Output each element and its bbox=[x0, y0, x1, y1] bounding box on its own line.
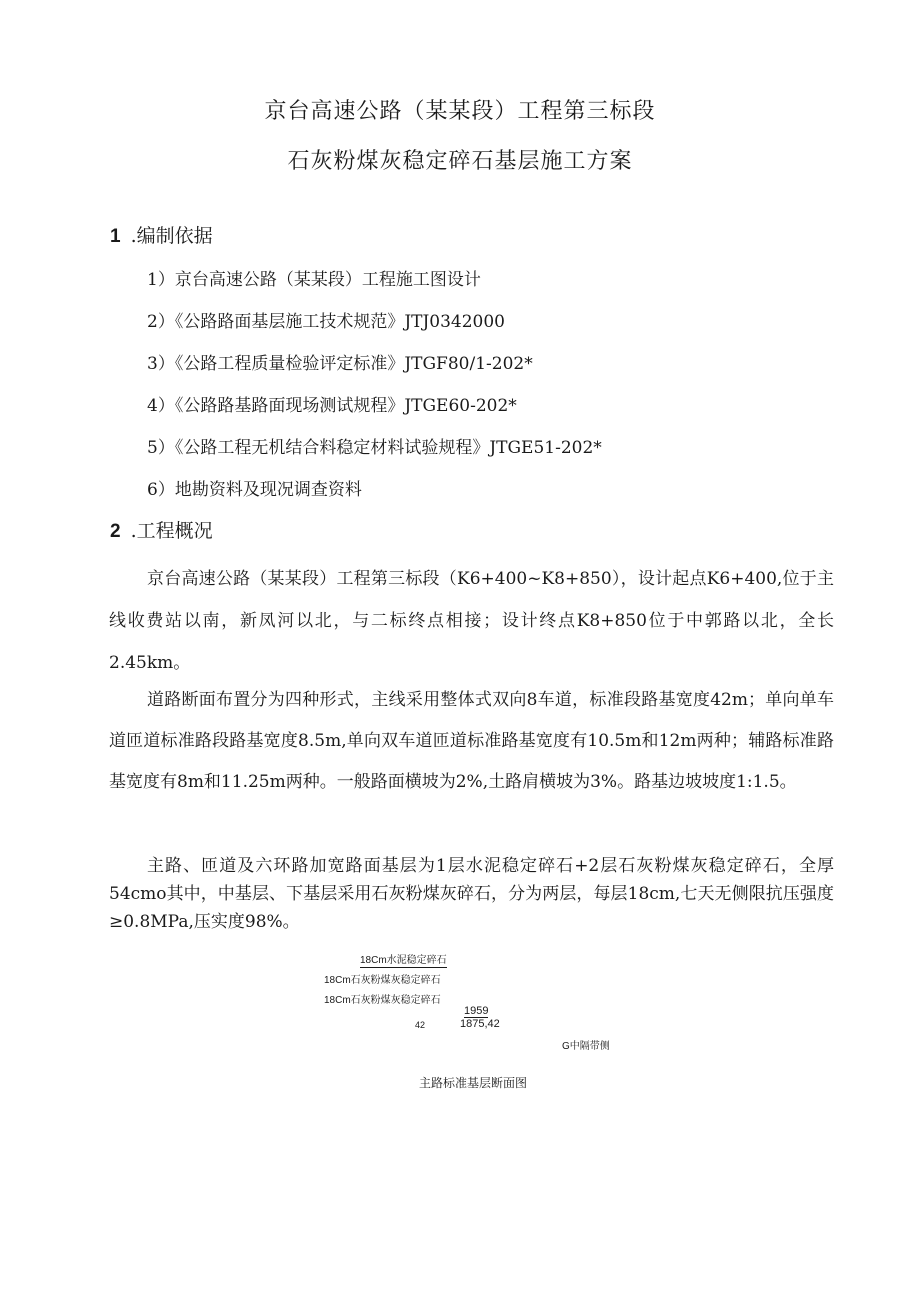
section-number: 2 bbox=[110, 521, 121, 542]
figure-dimension-top-value: 1959 bbox=[464, 1005, 489, 1017]
reference-item: 3）《公路工程质量检验评定标准》JTGF80/1-202* bbox=[147, 354, 533, 374]
reference-item: 2）《公路路面基层施工技术规范》JTJ0342000 bbox=[147, 312, 505, 332]
paragraph-project-location: 京台高速公路（某某段）工程第三标段（K6+400~K8+850），设计起点K6+400,位于主线收费站以南，新凤河以北，与二标终点相接；设计终点K8+850位于中郭路以北，全长2.45km。 bbox=[109, 569, 834, 673]
paragraph-cross-section: 道路断面布置分为四种形式，主线采用整体式双向8车道，标准段路基宽度42m；单向单车道匝道标准路段路基宽度8.5m,单向双车道匝道标准路基宽度有10.5m和12m两种；辅路标准路基宽度有8m和11.25m两种。一般路面横坡为2%,土路肩横坡为3%。路基边坡坡度1:1.5。 bbox=[109, 690, 834, 792]
reference-item: 4）《公路路基路面现场测试规程》JTGE60-202* bbox=[147, 396, 517, 416]
figure-layer-lime-ash-1: 18Cm石灰粉煤灰稳定碎石 bbox=[324, 975, 441, 986]
section-heading-overview bbox=[110, 516, 213, 543]
figure-caption: 主路标准基层断面图 bbox=[418, 1076, 527, 1090]
document-subtitle: 石灰粉煤灰稳定碎石基层施工方案 bbox=[287, 149, 633, 174]
paragraph-base-layers: 主路、匝道及六环路加宽路面基层为1层水泥稳定碎石+2层石灰粉煤灰稳定碎石，全厚54cmo其中，中基层、下基层采用石灰粉煤灰碎石，分为两层，每层18cm,七天无侧限抗压强度≥0.8MPa,压实度98%。 bbox=[109, 856, 834, 932]
figure-layer-lime-ash-2: 18Cm石灰粉煤灰稳定碎石 bbox=[324, 995, 441, 1006]
section-number: 1 bbox=[110, 226, 121, 247]
document-title: 京台高速公路（某某段）工程第三标段 bbox=[264, 99, 656, 124]
figure-side-label: G中隔带侧 bbox=[562, 1041, 610, 1052]
figure-dimension-value: 1875,42 bbox=[460, 1018, 500, 1030]
reference-item: 1）京台高速公路（某某段）工程施工图设计 bbox=[147, 270, 481, 290]
reference-item: 5）《公路工程无机结合料稳定材料试验规程》JTGE51-202* bbox=[147, 438, 602, 458]
figure-layer-cement: 18Cm水泥稳定碎石 bbox=[360, 951, 447, 968]
reference-item: 6）地勘资料及现况调查资料 bbox=[147, 480, 362, 500]
figure-dimension-left: 42 bbox=[415, 1020, 426, 1030]
section-title: .编制依据 bbox=[130, 225, 213, 247]
section-heading-basis bbox=[110, 221, 213, 248]
figure-dimension-top bbox=[464, 1005, 488, 1017]
section-title: .工程概况 bbox=[130, 520, 213, 542]
